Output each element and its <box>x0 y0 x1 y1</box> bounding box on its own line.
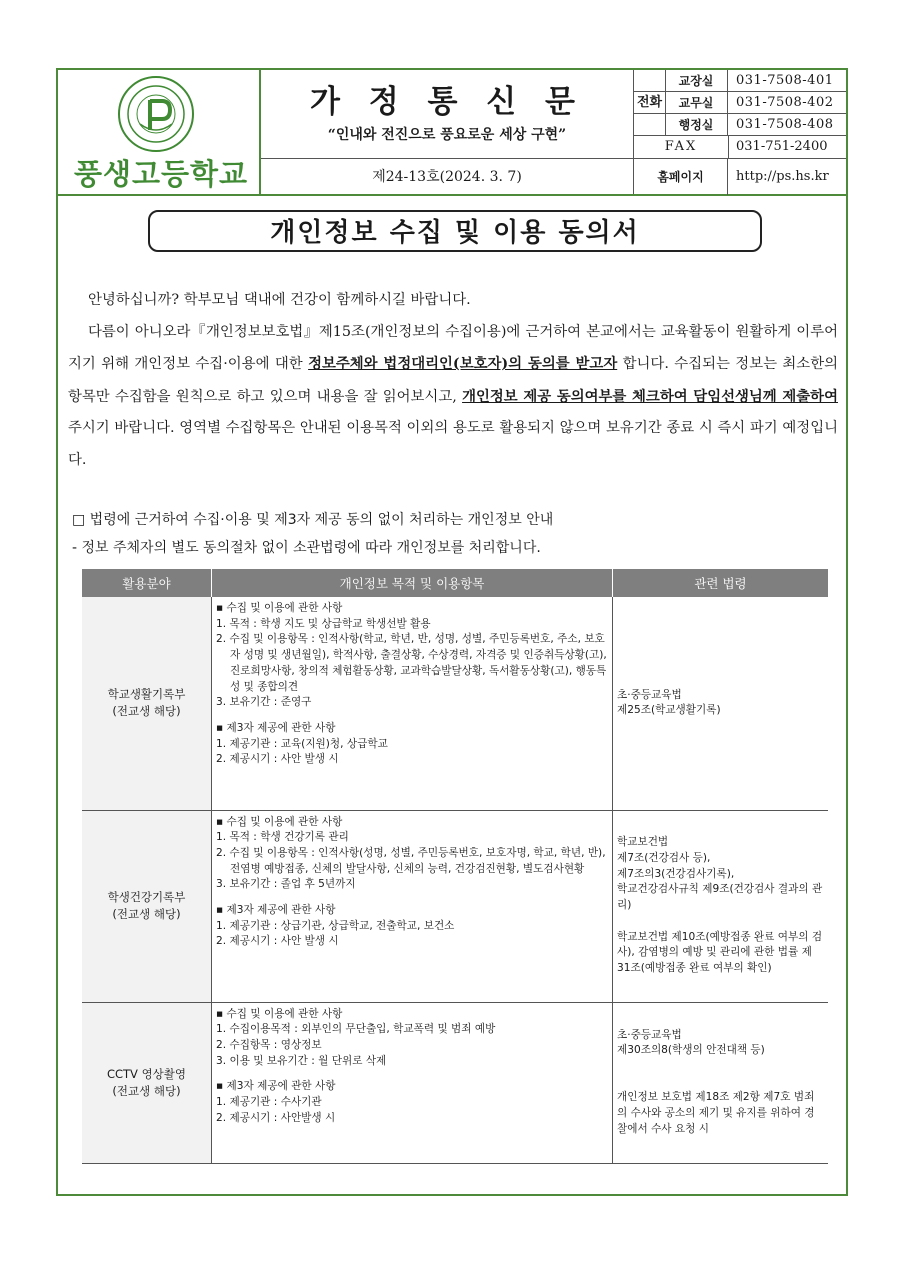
fax-number: 031-751-2400 <box>736 139 828 154</box>
phone-label: 전화 <box>634 70 666 136</box>
contact-number: 031-7508-401 <box>736 73 834 88</box>
newsletter-title-cell <box>261 70 634 194</box>
column-header: 관련 법령 <box>613 569 829 597</box>
legal-basis-table <box>82 569 828 1164</box>
usage-area: 학생건강기록부 (전교생 해당) <box>82 810 212 1002</box>
newsletter-title: 가 정 통 신 문 <box>310 84 584 120</box>
contact-number: 031-7508-408 <box>736 117 834 132</box>
related-law: 학교보건법 제7조(건강검사 등), 제7조의3(건강검사기록), 학교건강검사규칙 제9조(건강검사 결과의 관리) 학교보건법 제10조(예방접종 완료 여부의 검사), 감염병의 예방 및 관리에 관한 법률 제31조(예방접종 완료 여부의 확인) <box>613 810 829 1002</box>
related-law: 초·중등교육법 제25조(학교생활기록) <box>613 597 829 810</box>
purpose-cell <box>212 1002 613 1163</box>
notice-subtext: - 정보 주체자의 별도 동의절차 없이 소관법령에 따라 개인정보를 처리합니다. <box>72 540 541 556</box>
notice-heading: □ 법령에 근거하여 수집·이용 및 제3자 제공 동의 없이 처리하는 개인정보 안내 <box>72 512 554 528</box>
spacer <box>216 1069 608 1079</box>
collection-heading: ▪ 수집 및 이용에 관한 사항 <box>216 815 343 828</box>
purpose-cell <box>212 810 613 1002</box>
collection-item: 3. 이용 및 보유기간 : 월 단위로 삭제 <box>216 1054 387 1067</box>
table-row <box>82 810 828 1002</box>
contact-label: 교무실 <box>665 92 728 114</box>
third-party-item: 2. 제공시기 : 사안 발생 시 <box>216 935 339 948</box>
contact-row <box>634 92 846 114</box>
third-party-item: 1. 제공기관 : 상급기관, 상급학교, 전출학교, 보건소 <box>216 919 455 932</box>
paragraph-text: 합니다. 수집되는 정보는 최소한의 항목만 수집함을 원칙으로 하고 있으며 내용을 잘 읽어보시고, <box>68 356 838 405</box>
main-paragraph <box>68 317 838 477</box>
collection-item: 2. 수집 및 이용항목 : 인적사항(학교, 학년, 반, 성명, 성별, 주민등록번호, 주소, 보호자 성명 및 생년월일), 학적사항, 출결상황, 수상경력, 자격증 및 인증취득상황(고), 진로희망사항, 창의적 체험활동상황, 교과학습발달상황, 독서활동상황(고), 행동특성 및 종합의견 <box>216 633 607 693</box>
contact-row <box>634 70 846 92</box>
collection-heading: ▪ 수집 및 이용에 관한 사항 <box>216 602 343 614</box>
school-logo-cell <box>58 70 261 194</box>
related-law: 초·중등교육법 제30조의8(학생의 안전대책 등) 개인정보 보호법 제18조 제2항 제7호 범죄의 수사와 공소의 제기 및 유지를 위하여 경찰에서 수사 요청 시 <box>613 1002 829 1163</box>
collection-item: 1. 수집이용목적 : 외부인의 무단출입, 학교폭력 및 범죄 예방 <box>216 1023 496 1036</box>
third-party-heading: ▪ 제3자 제공에 관한 사항 <box>216 721 336 734</box>
contact-info <box>634 70 846 194</box>
contact-label: 교장실 <box>665 70 728 92</box>
consent-emphasis: 정보주체와 법정대리인(보호자)의 동의를 받고자 <box>308 355 618 372</box>
collection-item: 2. 수집항목 : 영상정보 <box>216 1038 322 1051</box>
school-emblem-icon <box>110 74 202 154</box>
collection-item: 3. 보유기간 : 준영구 <box>216 696 312 709</box>
third-party-item: 2. 제공시기 : 사안발생 시 <box>216 1111 336 1124</box>
homepage-label: 홈페이지 <box>634 159 728 195</box>
third-party-item: 1. 제공기관 : 교육(지원)청, 상급학교 <box>216 737 388 750</box>
contact-number: 031-7508-402 <box>736 95 834 110</box>
paragraph-text: 주시기 바랍니다. 영역별 수집항목은 안내된 이용목적 이외의 용도로 활용되지 않으며 보유기간 종료 시 즉시 파기 예정입니다. <box>68 420 838 468</box>
paragraph-text: 다름이 아니오라『개인정보보호법』제15조(개인정보의 수집이용)에 근거하여 본교에서는 교육활동이 원활하게 이루어지기 위해 개인정보 수집·이용에 대한 <box>68 323 838 372</box>
contact-row <box>634 114 846 136</box>
submit-emphasis: 개인정보 제공 동의여부를 체크하여 담임선생님께 제출하여 <box>462 387 838 405</box>
contact-label: 행정실 <box>665 114 728 136</box>
collection-item: 3. 보유기간 : 졸업 후 5년까지 <box>216 878 356 891</box>
column-header: 개인정보 목적 및 이용항목 <box>212 569 613 597</box>
collection-item: 2. 수집 및 이용항목 : 인적사항(성명, 성별, 주민등록번호, 보호자명, 학교, 학년, 반), 전염병 예방접종, 신체의 발달사항, 신체의 능력, 건강검진현황, 별도검사현황 <box>216 846 606 875</box>
school-motto: “인내와 전진으로 풍요로운 세상 구현” <box>327 127 567 143</box>
collection-heading: ▪ 수집 및 이용에 관한 사항 <box>216 1007 343 1020</box>
newsletter-header <box>58 70 846 196</box>
table-row <box>82 1002 828 1163</box>
spacer <box>216 711 608 721</box>
third-party-heading: ▪ 제3자 제공에 관한 사항 <box>216 1080 336 1093</box>
document-frame <box>56 68 848 1196</box>
purpose-cell <box>212 597 613 810</box>
table-row <box>82 597 828 810</box>
spacer <box>216 893 608 903</box>
table-header-row <box>82 569 828 597</box>
school-name: 풍생고등학교 <box>73 157 249 191</box>
fax-label: FAX <box>634 136 729 158</box>
collection-item: 1. 목적 : 학생 지도 및 상급학교 학생선발 활용 <box>216 617 431 630</box>
homepage-row <box>634 158 846 195</box>
third-party-item: 2. 제공시기 : 사안 발생 시 <box>216 753 339 766</box>
legal-notice <box>72 506 842 562</box>
third-party-item: 1. 제공기관 : 수사기관 <box>216 1096 322 1109</box>
document-title: 개인정보 수집 및 이용 동의서 <box>148 210 762 252</box>
collection-item: 1. 목적 : 학생 건강기록 관리 <box>216 831 349 844</box>
greeting-paragraph: 안녕하십니까? 학부모님 댁내에 건강이 함께하시길 바랍니다. <box>88 292 471 308</box>
issue-number: 제24-13호(2024. 3. 7) <box>261 158 633 195</box>
column-header: 활용분야 <box>82 569 212 597</box>
usage-area: 학교생활기록부 (전교생 해당) <box>82 597 212 810</box>
usage-area: CCTV 영상촬영 (전교생 해당) <box>82 1002 212 1163</box>
third-party-heading: ▪ 제3자 제공에 관한 사항 <box>216 904 336 917</box>
homepage-url: http://ps.hs.kr <box>736 169 829 184</box>
intro-text <box>68 285 838 476</box>
